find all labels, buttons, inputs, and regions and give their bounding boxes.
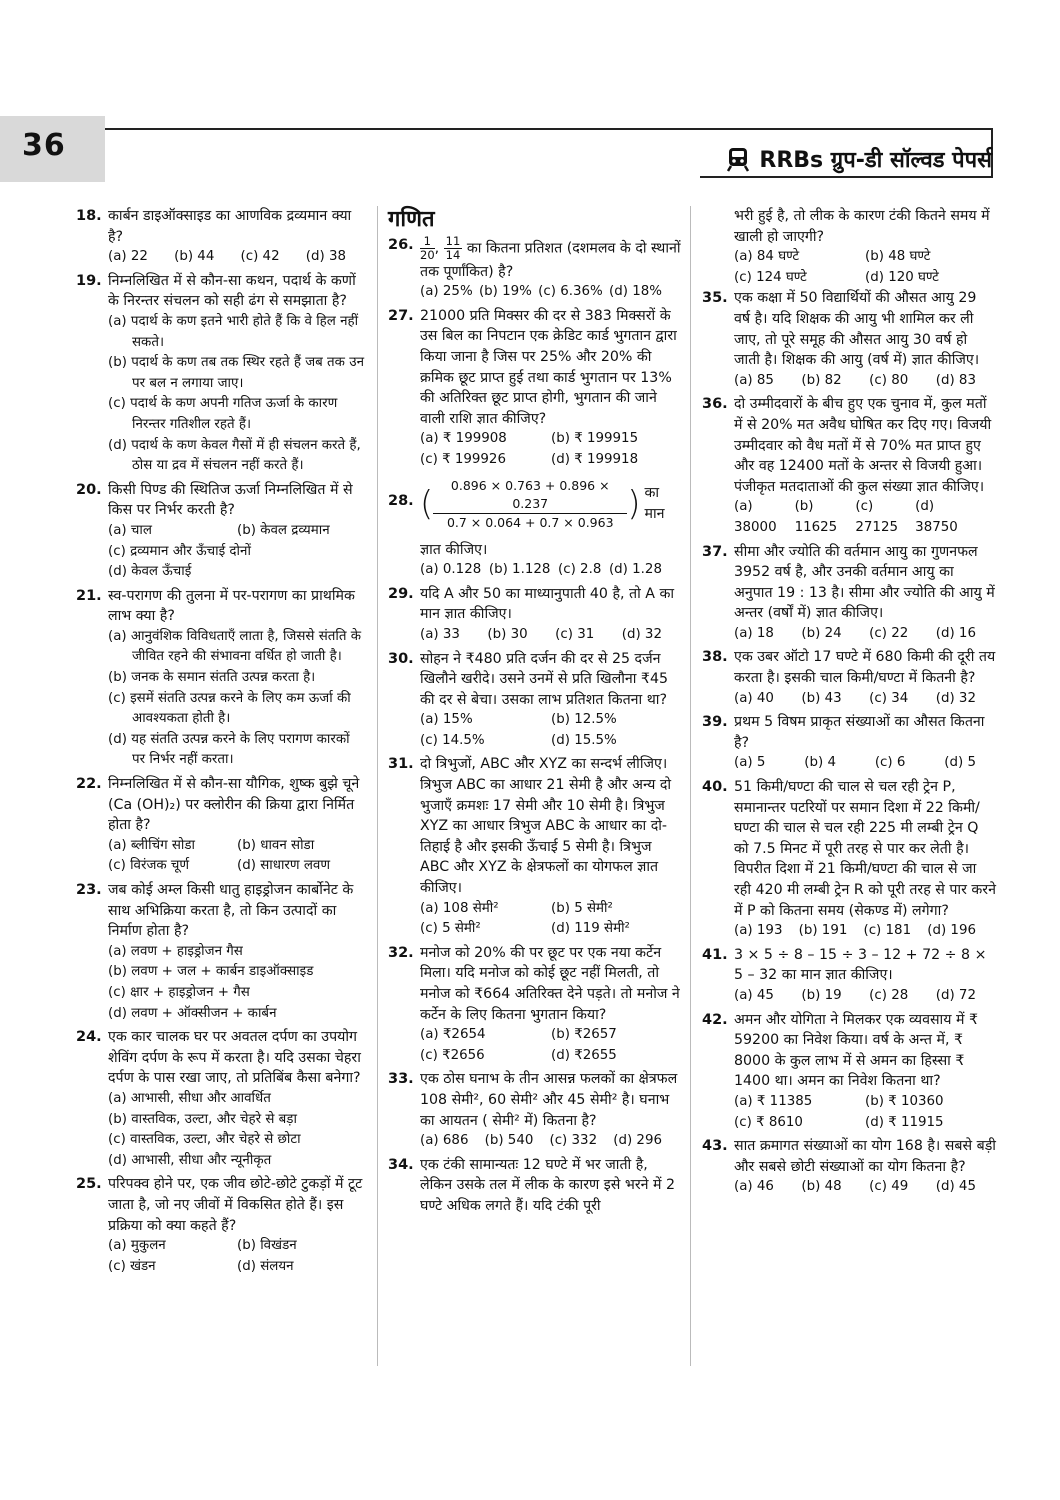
question-31 [388,754,682,939]
option: (d) 15.5% [551,732,617,748]
option: (d) यह संतति उत्पन्न करने के लिए परागण कारकों पर निर्भर नहीं करता। [108,731,350,768]
option: (b) ₹ 10360 [865,1093,944,1109]
question-text: निम्नलिखित में से कौन-सा यौगिक, शुष्क बुझे चूने (Ca (OH)₂) पर क्लोरीन की क्रिया द्वारा निर्मित होता है? [108,776,360,834]
header-rule [105,128,993,130]
question-text: एक कार चालक घर पर अवतल दर्पण का उपयोग शेविंग दर्पण के रूप में करता है। यदि उसका चेहरा दर्पण के पास रखा जाए, तो प्रतिबिंब कैसा बनेगा? [108,1029,361,1087]
option: (a) ₹2654 [420,1027,486,1043]
option: (d) 16 [935,625,976,641]
book-title: RRBs ग्रुप-डी सॉल्वड पेपर्स [759,148,992,173]
option: (c) वास्तविक, उल्टा, और चेहरे से छोटा [108,1132,301,1148]
option: (b) 12.5% [551,712,617,728]
column-divider [690,206,691,1366]
options [420,429,682,470]
question-number: 21. [76,587,102,604]
question-26: 26. $\frac{1}{20}$ , $\frac{11}{14}$ का कितना प्रतिशत (दशमलव के दो स्थानों तक पूर्णांकित) है? (a) 25% (b) 19% (c) 6.36% (d) 18% [388,235,682,303]
options [420,710,682,751]
question-number: 31. [388,756,414,773]
header-rule-bottom [700,176,993,178]
question-text: निम्नलिखित में से कौन-सा कथन, पदार्थ के कणों के निरन्तर संचलन को सही ढंग से समझाता है? [108,272,356,310]
question-number: 19. [76,272,102,289]
question-number: 42. [702,1011,728,1028]
option: (a) 46 [734,1179,774,1195]
question-number: 41. [702,946,728,963]
option: (a) 84 घण्टे [734,249,800,265]
question-number: 30. [388,650,414,667]
question-text: 3 × 5 ÷ 8 – 15 ÷ 3 – 12 + 72 ÷ 8 × 5 – 32 का मान ज्ञात कीजिए। [734,946,987,984]
question-25 [76,1174,366,1277]
section-title: गणित [388,207,435,232]
question-text: का कितना प्रतिशत (दशमलव के दो स्थानों तक पूर्णांकित) है? [420,240,681,280]
question-number: 27. [388,307,414,324]
option: (c) ₹ 199926 [420,451,506,467]
question-19 [76,271,366,477]
options [420,1131,682,1152]
option: (c) विरंजक चूर्ण [108,858,190,874]
option: (d) आभासी, सीधा और न्यूनीकृत [108,1152,272,1168]
options [420,1025,682,1066]
option: (a) 40 [734,690,774,706]
question-text: कार्बन डाइऑक्साइड का आणविक द्रव्यमान क्या है? [108,208,352,245]
option: (b) 1.128 [488,562,551,578]
option: (b) 540 [484,1133,534,1149]
option: (c) 5 सेमी² [420,921,481,937]
question-42 [702,1010,996,1134]
option: (a) आभासी, सीधा और आवर्धित [108,1090,271,1106]
options [420,282,682,303]
question-number: 40. [702,779,728,796]
option: (a) 15% [420,712,473,728]
option: (a) 108 सेमी² [420,900,499,916]
options [420,899,682,940]
option: (b) 5 सेमी² [551,900,613,916]
option: (d) 296 [613,1133,662,1149]
question-text: का मान [644,485,665,523]
train-icon [725,146,751,172]
option: (a) पदार्थ के कण इतने भारी होते हैं कि वे हिल नहीं सकते। [108,313,359,350]
option: (a) मुकुलन [108,1238,166,1254]
option: (c) पदार्थ के कण अपनी गतिज ऊर्जा के कारण निरन्तर गतिशील रहते हैं। [108,396,338,432]
options [108,247,366,268]
option: (b) धावन सोडा [237,837,315,853]
question-32 [388,943,682,1067]
option: (a) चाल [108,522,152,538]
column-divider [377,206,378,1366]
option: (b) 48 [801,1179,842,1195]
option: (d) संलयन [237,1258,294,1274]
option: (d) 45 [935,1179,976,1195]
options [734,1177,996,1198]
options [108,1089,366,1171]
question-34 [388,1155,682,1217]
option: (c) ₹ 8610 [734,1114,803,1130]
question-number: 22. [76,776,102,793]
option: (c) 124 घण्टे [734,269,807,285]
option: (a) लवण + हाइड्रोजन गैस [108,943,243,959]
question-number: 35. [702,290,728,307]
option: (d) 196 [927,923,976,939]
option: (b) 19 [801,987,842,1003]
question-number: 24. [76,1029,102,1046]
question-text: एक ठोस घनाभ के तीन आसन्न फलकों का क्षेत्रफल 108 सेमी², 60 सेमी² और 45 सेमी² है। घनाभ का आयतन ( सेमी² में) कितना है? [420,1071,678,1129]
option: (c) 34 [869,690,909,706]
options [108,312,366,477]
question-number: 29. [388,585,414,602]
option: (a) ₹ 11385 [734,1093,813,1109]
question-41 [702,945,996,1007]
option: (c) 27125 [855,499,898,535]
option: (b) 19% [478,284,532,300]
option: (b) ₹2657 [551,1027,617,1043]
option: (c) 6.36% [538,284,603,300]
question-number: 33. [388,1071,414,1088]
options [420,560,682,581]
page-number: 36 [22,128,66,163]
fraction: $\frac{0.896 \times 0.763 + 0.896 \times 0.237}{0.7 \times 0.064 + 0.7 \times 0.963}$ [433,477,627,532]
question-36 [702,394,996,538]
question-text: एक कक्षा में 50 विद्यार्थियों की औसत आयु 29 वर्ष है। यदि शिक्षक की आयु भी शामिल कर ली जाए, तो पूरे समूह की औसत आयु 30 वर्ष हो जाती है। शिक्षक की आयु (वर्ष में) ज्ञात कीजिए। [734,290,980,369]
question-number: 28. [388,492,414,509]
question-number: 32. [388,944,414,961]
question-text: सोहन ने ₹480 प्रति दर्जन की दर से 25 दर्जन खिलौने खरीदे। उसने उनमें से प्रति खिलौना ₹45 की दर से बेचा। उसका लाभ प्रतिशत कितना था? [420,650,669,708]
question-37 [702,542,996,645]
question-text: स्व-परागण की तुलना में पर-परागण का प्राथमिक लाभ क्या है? [108,587,355,625]
question-39 [702,712,996,774]
question-text: अमन और योगिता ने मिलकर एक व्यवसाय में ₹ 59200 का निवेश किया। वर्ष के अन्त में, ₹ 8000 के कुल लाभ में से अमन का हिस्सा ₹ 1400 था। अमन का निवेश कितना था? [734,1011,978,1090]
option: (a) 38000 [734,499,777,535]
option: (c) 6 [874,755,906,771]
option: (c) क्षार + हाइड्रोजन + गैस [108,984,250,1000]
option: (d) ₹2655 [551,1047,617,1063]
option: (c) 14.5% [420,732,485,748]
options [734,1092,996,1133]
option: (d) ₹ 11915 [865,1114,944,1130]
options [108,627,366,771]
option: (d) 38 [305,249,346,265]
question-number: 25. [76,1176,102,1193]
question-text: सीमा और ज्योति की वर्तमान आयु का गुणनफल 3952 वर्ष है, और उनकी वर्तमान आयु का अनुपात 19 : 13 है। सीमा और ज्योति की आयु में अन्तर (वर्षों में) ज्ञात कीजिए। [734,543,995,622]
option: (d) केवल ऊँचाई [108,564,192,580]
question-35 [702,288,996,391]
question-24 [76,1027,366,1171]
option: (a) 33 [420,626,460,642]
option: (c) 42 [240,249,280,265]
option: (d) 119 सेमी² [551,921,630,937]
options [734,753,996,774]
option: (b) 82 [801,372,842,388]
question-28: 28. ( $\frac{0.896 \times 0.763 + 0.896 \times 0.237}{0.7 \times 0.064 + 0.7 \times 0.963}$ ) का मान ज्ञात कीजिए। (a) 0.128 (b) 1.128 (c) 2.8 (d) 1.28 [388,477,682,581]
question-text: प्रथम 5 विषम प्राकृत संख्याओं का औसत कितना है? [734,714,985,751]
question-30 [388,649,682,752]
question-number: 39. [702,714,728,731]
fraction: $\frac{1}{20}$ [420,233,435,262]
column-2 [388,206,682,1220]
option: (d) 1.28 [608,562,662,578]
question-number: 37. [702,543,728,560]
option: (c) 80 [869,372,909,388]
question-text: एक टंकी सामान्यतः 12 घण्टे में भर जाती है, लेकिन उसके तल में लीक के कारण इसे भरने में 2 घण्टे अधिक लगते हैं। यदि टंकी पूरी [420,1156,676,1214]
option: (d) 72 [935,987,976,1003]
option: (a) ₹ 199908 [420,431,507,447]
question-text: यदि A और 50 का माध्यानुपाती 40 है, तो A का मान ज्ञात कीजिए। [420,585,675,623]
question-34-continued: भरी हुई है, तो लीक के कारण टंकी कितने समय में खाली हो जाएगी? (a) 84 घण्टे (b) 48 घण्टे (c) 124 घण्टे (d) 120 घण्टे [702,206,996,288]
option: (a) ब्लीचिंग सोडा [108,837,196,853]
question-number: 34. [388,1156,414,1173]
fraction: $\frac{11}{14}$ [445,233,461,262]
options [108,521,366,583]
question-33 [388,1069,682,1151]
question-text: परिपक्व होने पर, एक जीव छोटे-छोटे टुकड़ों में टूट जाता है, जो नए जीवों में विकसित होते हैं। इस प्रक्रिया को क्या कहते हैं? [108,1176,363,1234]
question-number: 18. [76,208,102,224]
question-number: 43. [702,1138,728,1155]
option: (b) विखंडन [237,1238,297,1254]
option: (a) 22 [108,249,148,265]
option: (c) 2.8 [557,562,602,578]
question-18 [76,206,366,268]
options [734,689,996,710]
option: (b) 30 [487,626,528,642]
question-27 [388,306,682,471]
option: (c) द्रव्यमान और ऊँचाई दोनों [108,543,251,559]
option: (d) 120 घण्टे [865,269,939,285]
column-1 [76,206,366,1280]
options [734,371,996,392]
question-43 [702,1136,996,1198]
option: (a) 45 [734,987,774,1003]
option: (b) 24 [801,625,842,641]
option: (d) 5 [944,755,976,771]
question-text: दो उम्मीदवारों के बीच हुए एक चुनाव में, कुल मतों में से 20% मत अवैध घोषित कर दिए गए। विजयी उम्मीदवार को वैध मतों में से 70% मत प्राप्त हुए और वह 12400 मतों के अन्तर से विजयी हुआ। पंजीकृत मतदाताओं की कुल संख्या ज्ञात कीजिए। [734,396,992,495]
options [734,624,996,645]
options [108,836,366,877]
option: (d) 32 [935,690,976,706]
question-29 [388,584,682,646]
option: (a) 25% [420,284,473,300]
option: (b) ₹ 199915 [551,431,639,447]
option: (c) खंडन [108,1258,156,1274]
option: (c) 22 [869,625,909,641]
option: (d) 32 [621,626,662,642]
question-text: दो त्रिभुजों, ABC और XYZ का सन्दर्भ लीजिए। त्रिभुज ABC का आधार 21 सेमी है और अन्य दो भुजाएँ क्रमशः 17 सेमी और 10 सेमी है। त्रिभुज XYZ का आधार त्रिभुज ABC के आधार का दो-तिहाई है और इसकी ऊँचाई 5 सेमी है। त्रिभुज ABC और XYZ के क्षेत्रफलों का योगफल ज्ञात कीजिए। [420,756,672,897]
option: (b) 44 [174,249,215,265]
options [734,247,996,288]
question-38 [702,647,996,709]
option: (b) 4 [804,755,836,771]
option: (a) 5 [734,755,766,771]
option: (a) 0.128 [420,562,482,578]
question-text: एक उबर ऑटो 17 घण्टे में 680 किमी की दूरी तय करता है। इसकी चाल किमी/घण्टा में कितनी है? [734,649,996,687]
option: (a) 193 [734,923,783,939]
question-number: 36. [702,396,728,413]
option: (c) 332 [549,1133,598,1149]
options [108,1236,366,1277]
options [420,625,682,646]
question-40 [702,777,996,942]
question-text: जब कोई अम्ल किसी धातु हाइड्रोजन कार्बोनेट के साथ अभिक्रिया करता है, तो किन उत्पादों का निर्माण होता है? [108,882,354,940]
option: (d) ₹ 199918 [551,451,639,467]
option: (b) 43 [801,690,842,706]
option: (a) 18 [734,625,774,641]
book-header [725,144,992,174]
question-text: सात क्रमागत संख्याओं का योग 168 है। सबसे बड़ी और सबसे छोटी संख्याओं का योग कितना है? [734,1138,996,1175]
options [734,497,996,538]
options [734,986,996,1007]
question-text: 51 किमी/घण्टा की चाल से चल रही ट्रेन P, समानान्तर पटरियों पर समान दिशा में 22 किमी/घण्टा की चाल से चल रही 225 मी लम्बी ट्रेन Q को 7.5 मिनट में पूरी तरह से पार कर लेती है। विपरीत दिशा में 21 किमी/घण्टा की चाल से जा रही 420 मी लम्बी ट्रेन R को पूरी तरह से पार करने में P को कितना समय (सेकण्ड में) लगेगा? [734,779,996,919]
question-number: 23. [76,882,102,898]
option: (d) पदार्थ के कण केवल गैसों में ही संचलन करते हैं, ठोस या द्रव में संचलन नहीं करते हैं। [108,437,361,474]
option: (b) 11625 [794,499,838,535]
column-3 [702,206,996,1201]
option: (c) 31 [555,626,595,642]
option: (b) लवण + जल + कार्बन डाइऑक्साइड [108,964,314,980]
option: (c) 28 [869,987,909,1003]
question-22 [76,774,366,877]
option: (c) ₹2656 [420,1047,485,1063]
option: (a) आनुवंशिक विविधताएँ लाता है, जिससे संतति के जीवित रहने की संभावना वर्धित हो जाती है। [108,628,362,665]
option: (c) 49 [869,1179,909,1195]
option: (b) वास्तविक, उल्टा, और चेहरे से बड़ा [108,1111,297,1127]
option: (d) लवण + ऑक्सीजन + कार्बन [108,1005,277,1021]
option: (d) 18% [609,284,662,300]
question-text: 21000 प्रति मिक्सर की दर से 383 मिक्सरों के उस बिल का निपटान एक क्रेडिट कार्ड भुगतान द्वारा किया जाना है जिस पर 25% और 20% की क्रमिक छूट प्राप्त हुई तथा कार्ड भुगतान पर 13% की अतिरिक्त छूट प्राप्त होगी, भुगतान की जाने वाली राशि ज्ञात कीजिए? [420,307,677,427]
options [734,921,996,942]
option: (a) 686 [420,1133,469,1149]
options [108,942,366,1024]
option: (b) पदार्थ के कण तब तक स्थिर रहते हैं जब तक उन पर बल न लगाया जाए। [108,355,364,391]
option: (b) जनक के समान संतति उत्पन्न करता है। [108,670,316,686]
question-text: किसी पिण्ड की स्थितिज ऊर्जा निम्नलिखित में से किस पर निर्भर करती है? [108,481,353,519]
question-number: 26. [388,236,414,253]
option: (b) केवल द्रव्यमान [237,522,330,538]
question-23 [76,880,366,1024]
option: (a) 85 [734,372,774,388]
option: (c) इसमें संतति उत्पन्न करने के लिए कम ऊर्जा की आवश्यकता होती है। [108,690,351,727]
question-20 [76,480,366,583]
question-number: 20. [76,481,102,498]
option: (b) 48 घण्टे [865,249,931,265]
option: (b) 191 [798,923,848,939]
option: (d) 38750 [915,499,958,535]
question-number: 38. [702,649,728,666]
option: (d) 83 [935,372,976,388]
question-text: मनोज को 20% की पर छूट पर एक नया कर्टेन मिला। यदि मनोज को कोई छूट नहीं मिलती, तो मनोज को ₹664 अतिरिक्त देने पड़ते। तो मनोज ने कर्टेन के लिए कितना भुगतान किया? [420,944,680,1023]
option: (c) 181 [863,923,912,939]
option: (d) साधारण लवण [237,858,331,874]
question-21 [76,586,366,771]
